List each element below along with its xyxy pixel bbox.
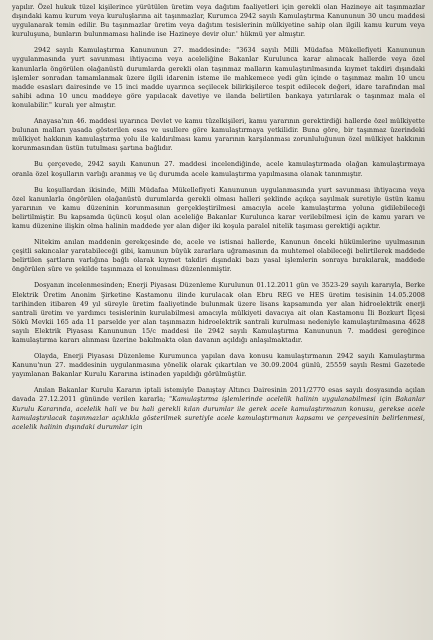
paragraph-2: 2942 sayılı Kamulaştırma Kanununun 27. maddesinde: "3634 sayılı Milli Müdafaa Mükellefiyeti Kanununun uygulanmasında yurt savunması ihtiyacına veya aceleliğine Bakanlar Kurulunca karar alınacak hallerde veya özel kanunlarla öngörülen olağanüstü durumlarda gerekli olan taşınmaz malların kamulaştırılmasında kıymet takdiri dışındaki işlemler sonradan tamamlanmak üzere ilgili idarenin isteme ile mahkemece yedi gün içinde o taşınmaz malın 10 uncu madde esasları dairesinde ve 15 inci madde uyarınca seçilecek bilirkişilerce tespit edilecek değeri, idare tarafından mal sahibi adına 10 uncu maddeye göre yapılacak davetiye ve ilanda belirtilen bankaya yatırılarak o taşınmaz mala el konulabilir." kuralı yer almıştır. — [12, 46, 425, 109]
paragraph-6: Nitekim anılan maddenin gerekçesinde de, acele ve istisnai hallerde, Kanunun önceki hükümlerine uyulmasının çeşitli sakıncalar yaratabileceği gibi, kamunun büyük zararlara uğramasının da muhtemel olabileceği belirtilerek maddede belirtilen şartların varlığına bağlı olarak kıymet takdiri dışındaki bazı yasal işlemlerin sonraya bırakılarak, maddede öngörülen süre ve şekilde taşınmaza el konulması düzenlenmiştir. — [12, 238, 425, 274]
paragraph-3: Anayasa'nın 46. maddesi uyarınca Devlet ve kamu tüzelkişileri, kamu yararının gerektirdiği hallerde özel mülkiyette bulunan malları yasada gösterilen esas ve usullere göre kamulaştırmaya yetkilidir. Buna göre, bir taşınmaz üzerindeki mülkiyet hakkının kamulaştırma yolu ile kaldırılması kamu yararının karşılanması zorunluluğunun özel mülkiyet hakkının korunmasından üstün tutulması şartına bağlıdır. — [12, 117, 425, 153]
paragraph-9-quote: Kamulaştırma işlemlerinde acelelik halinin uygulanabilmesi için Bakanlar Kurulu Kararında, acelelik hali ve bu hali gerekli kılan durumlar ile gerek acele kamulaştırmanın konusu, gerekse acele kamulaştırılacak taşınmazlar açıklıkla gösterilmek suretiyle acele kamulaştırmanın kapsamı ve çerçevesinin belirlenmesi, acelelik halinin dışındaki durumlar için — [12, 395, 426, 431]
paragraph-5: Bu koşullardan ikisinde, Milli Müdafaa Mükellefiyeti Kanununun uygulanmasında yurt savunması ihtiyacına veya özel kanunlarla öngörülen olağanüstü durumlarda gerekli olması halleri şeklinde açıkça sayılmak suretiyle üstün kamu yararının ve kamu düzeninin korunmasının gerçekleştirilmesi amacıyla acele kamulaştırma yoluna gidilebileceği belirtilmiştir. Bu kapsamda üçüncü koşul olan aceleliğe Bakanlar Kurulunca karar verilebilmesi için de kamu yararı ve kamu düzenine ilişkin olma halinin maddede yer alan diğer iki koşula paralel nitelik taşıması gerektiği açıktır. — [12, 185, 425, 230]
paragraph-4: Bu çerçevede, 2942 sayılı Kanunun 27. maddesi incelendiğinde, acele kamulaştırmada olağan kamulaştırmaya oranla özel koşulların varlığı aranmış ve üç durumda acele kamulaştırma yapılmasına olanak tanınmıştır. — [12, 160, 425, 178]
paragraph-1: yapılır. Özel hukuk tüzel kişilerince yürütülen üretim veya dağıtım faaliyetleri için gerekli olan Hazineye ait taşınmazlar dışındaki kamu kurum veya kuruluşlarına ait taşınmazlar, Kurumca 2942 sayılı Kamulaştırma Kanununun 30 uncu maddesi uygulanarak temin edilir. Bu taşınmazlar üretim veya dağıtım tesislerinin mülkiyetine sahip olan ilgili kamu kurum veya kuruluşuna, bunların bulunmaması halinde ise Hazineye devir olur.' hükmü yer almıştır. — [12, 3, 425, 39]
paragraph-8: Olayda, Enerji Piyasası Düzenleme Kurumunca yapılan dava konusu kamulaştırmanın 2942 sayılı Kamulaştırma Kanunu'nun 27. maddesinin uygulanmasına yönelik olarak çıkartılan ve 30.09.2004 günlü, 25559 sayılı Resmi Gazetede yayımlanan Bakanlar Kurulu Kararına istinaden yapıldığı görülmüştür. — [12, 352, 425, 379]
paragraph-7: Dosyanın incelenmesinden; Enerji Piyasası Düzenleme Kurulunun 01.12.2011 gün ve 3523-29 sayılı kararıyla, Berke Elektrik Üretim Anonim Şirketine Kastamonu ilinde kurulacak olan Ebru REG ve HES üretim tesisinin 14.05.2008 tarihinden itibaren 49 yıl süreyle üretim faaliyetinde bulunmak üzere lisans kapsamında yer alan hidroelektrik enerji santrali üretim ve yardımcı tesislerinin kurulabilmesi amacıyla mülkiyeti davacıya ait olan Kastamonu İli Bozkurt İlçesi Sökü Mevkii 165 ada 11 parselde yer alan taşınmazın hidroelektrik santrali kurulması nedeniyle kamulaştırılmasına 4628 sayılı Elektrik Piyasası Kanununun 15/c maddesi ile 2942 sayılı Kamulaştırma Kanununun 7. maddesi gereğince kamulaştırma kararı alınması üzerine bakılmakta olan davanın açıldığı anlaşılmaktadır. — [12, 281, 425, 344]
paragraph-9 — [12, 386, 425, 431]
paragraph-9-lead: Anılan Bakanlar Kurulu Kararın iptali istemiyle Danıştay Altıncı Dairesinin 2011/2770 esas sayılı dosyasında açılan davada 27.12.2011 gününde verilen kararla; " — [12, 386, 425, 404]
